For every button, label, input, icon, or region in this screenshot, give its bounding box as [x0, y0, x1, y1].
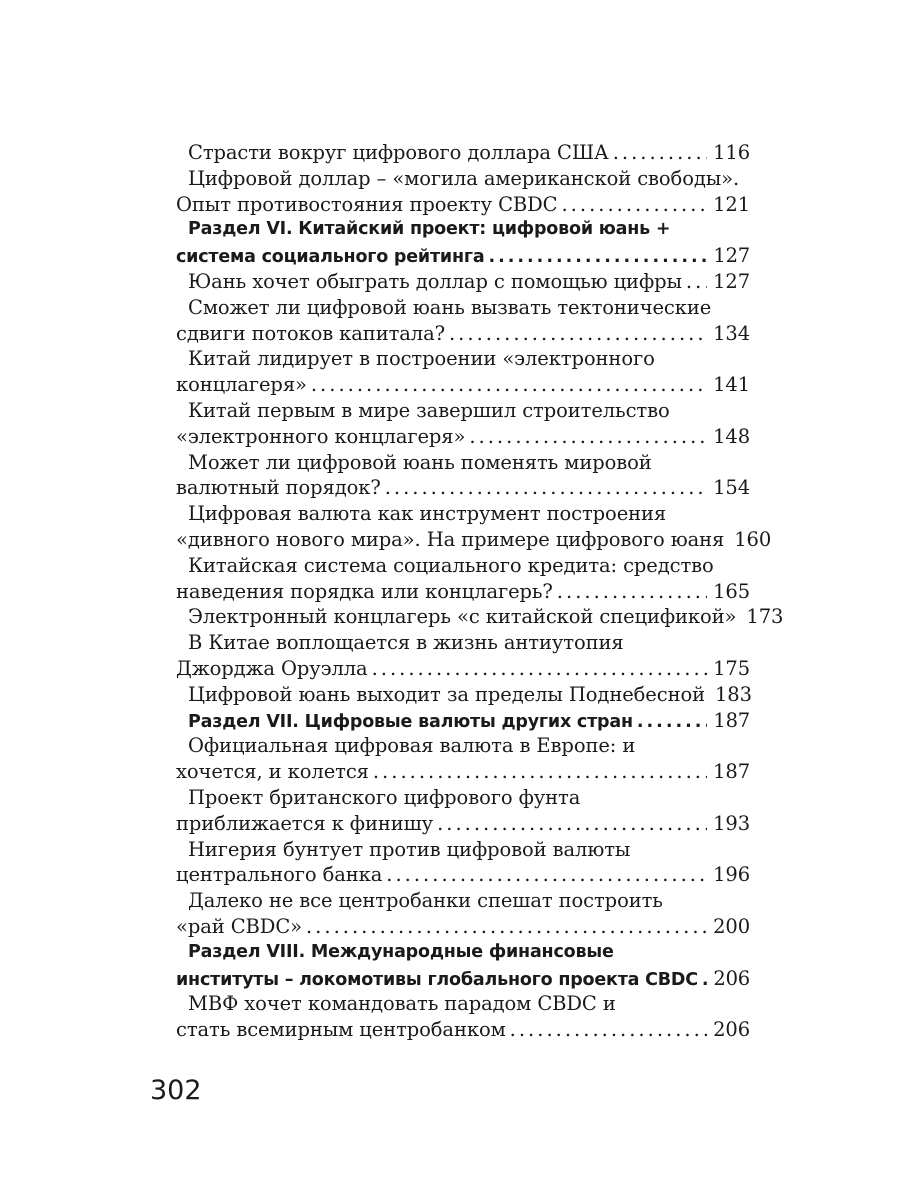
toc-entry-page: 193: [713, 811, 750, 835]
toc-entry: [176, 785, 750, 811]
dot-leader: [510, 1017, 707, 1043]
toc-entry-title: Может ли цифровой юань поменять мировой: [188, 450, 652, 474]
toc-entry-page: 206: [713, 966, 750, 990]
dot-leader: [557, 579, 707, 605]
toc-section-heading: [176, 708, 750, 734]
dot-leader: [386, 862, 707, 888]
toc-entry-continuation: [176, 579, 750, 605]
toc-entry-title: Официальная цифровая валюта в Европе: и: [188, 734, 636, 758]
toc-entry: [176, 604, 784, 630]
toc-entry-page: 200: [713, 914, 750, 938]
toc-entry: [176, 733, 750, 759]
toc-entry-title: Китайская система социального кредита: средство: [188, 553, 714, 577]
toc-entry-continuation: [176, 527, 772, 553]
toc-entry-continuation: [176, 424, 750, 450]
section-title: институты – локомотивы глобального проекта CBDC: [176, 969, 698, 990]
toc-entry-continuation: [176, 372, 750, 398]
toc-entry-continuation: [176, 1017, 750, 1043]
dot-leader: [637, 710, 708, 736]
toc-entry-title: концлагеря»: [176, 373, 307, 397]
toc-entry-title: Юань хочет обыграть доллар с помощью цифры: [188, 269, 682, 293]
toc-section-heading: [176, 940, 750, 966]
toc-entry-continuation: [176, 192, 750, 218]
toc-entry-continuation: [176, 811, 750, 837]
toc-entry: [176, 553, 750, 579]
toc-entry-title: валютный порядок?: [176, 476, 381, 500]
dot-leader: [449, 321, 707, 347]
toc-entry-title: Опыт противостояния проекту CBDC: [176, 192, 558, 216]
toc-entry-page: 183: [715, 682, 752, 706]
dot-leader: [702, 968, 707, 994]
toc-entry-title: Цифровая валюта как инструмент построения: [188, 502, 667, 526]
dot-leader: [385, 475, 707, 501]
toc-entry-page: 206: [713, 1018, 750, 1042]
toc-entry-continuation: [176, 656, 750, 682]
toc-entry-page: 127: [713, 269, 750, 293]
toc-entry-title: Страсти вокруг цифрового доллара США: [188, 141, 609, 164]
toc-entry: [176, 991, 750, 1017]
toc-entry: [176, 140, 750, 166]
toc-entry-continuation: [176, 759, 750, 785]
toc-entry-title: «рай CBDC»: [176, 914, 302, 938]
toc-entry-page: 116: [713, 141, 750, 164]
toc-entry-continuation: [176, 475, 750, 501]
toc-entry: [176, 630, 750, 656]
toc-entry-continuation: [176, 914, 750, 940]
toc-entry-page: 154: [713, 476, 750, 500]
toc-entry: [176, 346, 750, 372]
toc-entry: [176, 501, 750, 527]
toc-entry-title: Электронный концлагерь «с китайской спецификой»: [188, 605, 737, 629]
toc-entry: [176, 295, 750, 321]
toc-section-heading: [176, 217, 750, 243]
toc-entry-page: 160: [734, 527, 772, 551]
section-title: система социального рейтинга: [176, 247, 485, 268]
toc-entry-title: В Китае воплощается в жизнь антиутопия: [188, 631, 624, 655]
toc-entry-page: 141: [713, 373, 750, 397]
dot-leader: [613, 140, 707, 166]
toc-entry-title: Сможет ли цифровой юань вызвать тектонические: [188, 295, 712, 319]
dot-leader: [372, 656, 708, 682]
toc-entry-title: сдвиги потоков капитала?: [176, 321, 445, 345]
toc-entry-continuation: [176, 862, 750, 888]
toc-entry-title: Китай первым в мире завершил строительство: [188, 398, 670, 422]
toc-entry-page: 187: [713, 760, 750, 784]
toc-entry: [176, 888, 750, 914]
dot-leader: [437, 811, 707, 837]
toc-entry-title: «дивного нового мира». На примере цифрового юаня: [176, 527, 725, 551]
toc-entry-page: 175: [713, 656, 750, 680]
toc-entry-title: приближается к финишу: [176, 811, 434, 835]
dot-leader: [686, 269, 707, 295]
toc-entry-page: 148: [713, 424, 750, 448]
section-title: Раздел VIII. Международные финансовые: [188, 941, 614, 962]
dot-leader: [469, 424, 707, 450]
toc-entry-title: Джорджа Оруэлла: [176, 656, 368, 680]
table-of-contents: [176, 140, 784, 1043]
toc-entry-title: Нигерия бунтует против цифровой валюты: [188, 837, 631, 861]
dot-leader: [373, 759, 707, 785]
page-number: 302: [150, 1075, 202, 1106]
toc-entry-title: Китай лидирует в построении «электронного: [188, 347, 655, 371]
toc-entry-continuation: [176, 321, 750, 347]
toc-entry-page: 127: [713, 244, 750, 268]
section-title: Раздел VI. Китайский проект: цифровой юань +: [188, 219, 671, 240]
toc-entry-title: центрального банка: [176, 863, 383, 887]
toc-entry-page: 165: [713, 579, 750, 603]
toc-entry: [176, 450, 750, 476]
toc-entry-page: 196: [713, 863, 750, 887]
toc-entry-page: 173: [746, 605, 784, 629]
toc-entry: [176, 398, 750, 424]
toc-entry-page: 134: [713, 321, 750, 345]
toc-entry: [176, 837, 750, 863]
toc-entry-title: стать всемирным центробанком: [176, 1018, 506, 1042]
toc-entry: [176, 682, 750, 708]
toc-section-heading-continuation: [176, 243, 750, 269]
toc-entry-title: Далеко не все центробанки спешат построить: [188, 889, 663, 913]
toc-entry-page: 187: [713, 708, 750, 732]
toc-entry-title: МВФ хочет командовать парадом CBDC и: [188, 992, 616, 1016]
toc-entry: [176, 166, 750, 192]
dot-leader: [561, 192, 707, 218]
section-title: Раздел VII. Цифровые валюты других стран: [188, 711, 633, 732]
toc-section-heading-continuation: [176, 966, 750, 992]
dot-leader: [306, 914, 707, 940]
toc-entry-title: наведения порядка или концлагерь?: [176, 579, 553, 603]
dot-leader: [488, 245, 707, 271]
toc-entry-title: «электронного концлагеря»: [176, 424, 466, 448]
toc-entry-title: Проект британского цифрового фунта: [188, 785, 581, 809]
toc-entry-page: 121: [713, 192, 750, 216]
toc-entry-title: хочется, и колется: [176, 760, 369, 784]
toc-entry: [176, 269, 750, 295]
dot-leader: [311, 372, 707, 398]
toc-entry-title: Цифровой доллар – «могила американской свободы».: [188, 166, 740, 190]
toc-entry-title: Цифровой юань выходит за пределы Поднебесной: [188, 682, 705, 706]
